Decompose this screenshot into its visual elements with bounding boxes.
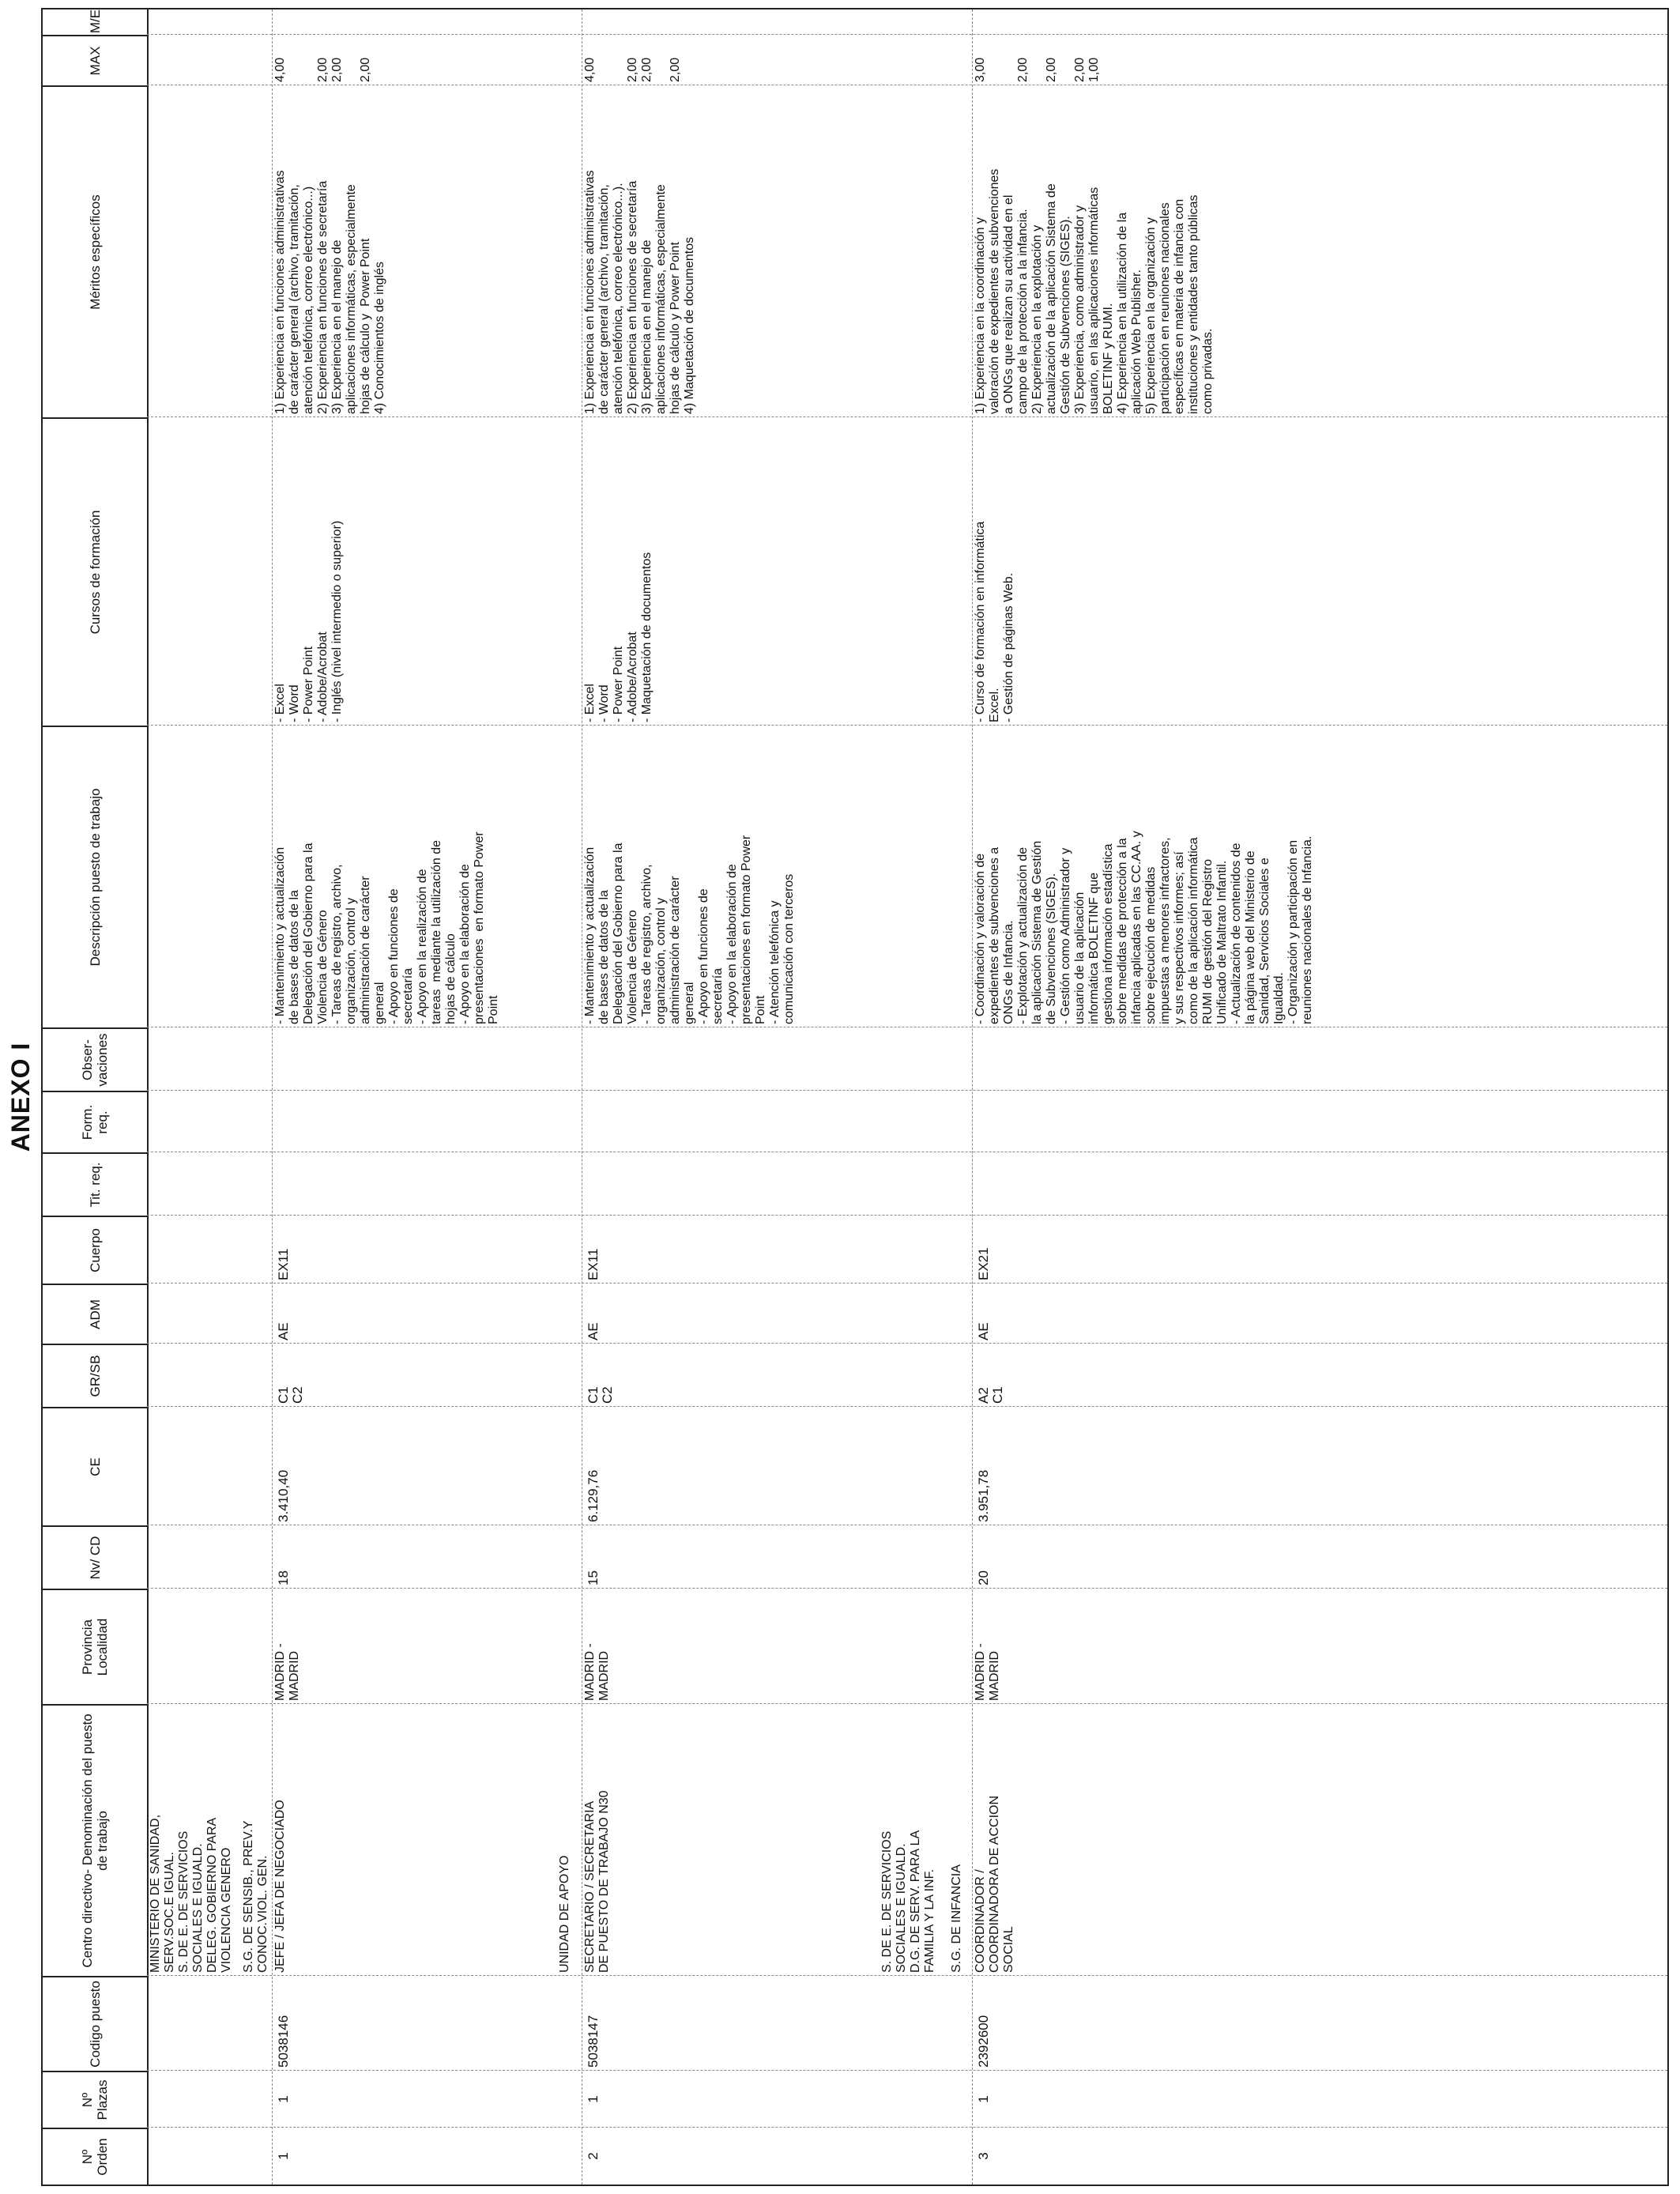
- row3-grsb: A2 C1: [976, 1386, 1005, 1404]
- row2-max: 4,00 2,00 2,00 2,00: [583, 57, 682, 82]
- header-meritos: Méritos específicos: [43, 85, 147, 417]
- row1-provincia: MADRID - MADRID: [273, 1643, 301, 1701]
- row1-plazas: 1: [276, 2095, 291, 2103]
- row1-nivel: 18: [276, 1570, 291, 1585]
- header-max: MAX: [43, 35, 147, 85]
- header-cursos: Cursos de formación: [43, 417, 147, 726]
- row1-max: 4,00 2,00 2,00 2,00: [273, 57, 372, 82]
- row2-ce: 6.129,76: [586, 1469, 601, 1522]
- header-nivel: Nv/ CD: [43, 1525, 147, 1589]
- row3-cursos: - Curso de formación en informática Excel. - Gestión de páginas Web.: [974, 521, 1015, 722]
- secretaria-estado-text: S. DE E. DE SERVICIOS SOCIALES E IGUALD. D.G. DE SERV. PARA LA FAMILIA Y LA INF.: [880, 1830, 936, 1973]
- unidad-text: UNIDAD DE APOYO: [558, 1855, 571, 1973]
- row3-puesto: COORDINADOR / COORDINADORA DE ACCION SOCIAL: [974, 1795, 1015, 1973]
- row2-orden: 2: [586, 2152, 601, 2160]
- row1-puesto: JEFE / JEFA DE NEGOCIADO: [273, 1800, 287, 1973]
- row3-cuerpo: EX21: [976, 1247, 991, 1280]
- row-divider: [972, 9, 973, 2185]
- row3-ce: 3.951,78: [976, 1469, 991, 1522]
- header-me: M/E: [87, 9, 103, 34]
- header-orden: Nº Orden: [43, 2128, 147, 2185]
- row3-codigo: 2392600: [976, 2015, 991, 2068]
- page-title: ANEXO I: [6, 1042, 35, 1152]
- subdireccion-infancia-text: S.G. DE INFANCIA: [950, 1864, 963, 1973]
- row2-cuerpo: EX11: [586, 1248, 601, 1280]
- row2-codigo: 5038147: [586, 2015, 601, 2068]
- row2-provincia: MADRID - MADRID: [583, 1643, 611, 1701]
- row3-adm: AE: [976, 1322, 991, 1340]
- row1-adm: AE: [276, 1322, 291, 1340]
- row-divider: [272, 9, 273, 2185]
- column-divider: [147, 1343, 1667, 1344]
- column-divider: [147, 1090, 1667, 1091]
- header-adm: ADM: [43, 1284, 147, 1344]
- header-obs: Obser- vaciones: [43, 1027, 147, 1091]
- row1-cursos: - Excel - Word - Power Point - Adobe/Acrobat - Inglés (nivel intermedio o superior): [273, 520, 344, 722]
- header-form: Form. req.: [43, 1091, 147, 1152]
- row1-meritos: 1) Experiencia en funciones administrativas de carácter general (archivo, tramitación, atención telefónica, correo electrónico...) 2) Experiencia en funciones de secretaría 3) Experiencia en el manejo de aplicaciones informáticas, especialmente hojas de cálculo y Power Point 4) Conocimientos de inglés: [273, 170, 386, 414]
- header-codigo: Codigo puesto: [43, 1976, 147, 2071]
- row2-puesto: SECRETARIO / SECRETARIA DE PUESTO DE TRABAJO N30: [583, 1790, 611, 1973]
- header-provincia: Provincia Localidad: [43, 1589, 147, 1704]
- row3-max: 3,00 2,00 2,00 2,00 1,00: [974, 57, 1101, 82]
- header-grsb: GR/SB: [43, 1344, 147, 1407]
- row3-provincia: MADRID - MADRID: [974, 1643, 1001, 1701]
- header-plazas: Nº Plazas: [43, 2071, 147, 2128]
- column-divider: [147, 2127, 1667, 2128]
- column-divider: [147, 34, 1667, 35]
- row1-orden: 1: [276, 2152, 291, 2160]
- centro-directivo-text: MINISTERIO DE SANIDAD, SERV.SOC.E IGUAL. S. DE E. DE SERVICIOS SOCIALES E IGUALD. DELEG. GOBIERNO PARA VIOLENCIA GENERO: [149, 1814, 233, 1973]
- column-divider: [147, 2070, 1667, 2071]
- row3-plazas: 1: [976, 2095, 991, 2103]
- header-cuerpo: Cuerpo: [43, 1216, 147, 1284]
- column-divider: [147, 1215, 1667, 1216]
- row1-descripcion: - Mantenimiento y actualización de bases de datos de la Delegación del Gobierno para la Violencia de Género - Tareas de registro, archivo, organización, control y administración de carácter general - Apoyo en funciones de secretaría - Apoyo en la realización de tareas mediante la utilización de hojas de cálculo - Apoyo en la elaboración de presentaciones en formato Power Point: [273, 831, 500, 1024]
- header-centro: Centro directivo- Denominación del puesto de trabajo: [43, 1704, 147, 1976]
- row2-nivel: 15: [586, 1570, 601, 1585]
- column-divider: [147, 1588, 1667, 1589]
- header-ce: CE: [43, 1407, 147, 1525]
- header-descripcion: Descripción puesto de trabajo: [43, 726, 147, 1027]
- row3-descripcion: - Coordinación y valoración de expedientes de subvenciones a ONGs de Infancia. - Explotación y actualización de la aplicación Sistema de Gestión de Subvenciones (SIGES). - Gestión como Administrador y usuario de la aplicación informática BOLETINF que gestiona información estadística sobre medidas de protección a la infancia aplicadas en las CC.AA. y sobre ejecución de medidas impuestas a menores infractores, y sus respectivos informes; así como de la aplicación informática RUMI de gestión del Registro Unificado de Maltrato Infantil. - Actualización de contenidos de la página web del Ministerio de Sanidad, Servicios Sociales e Igualdad. - Organización y participación en reuniones nacionales de Infancia.: [974, 831, 1314, 1024]
- row3-orden: 3: [976, 2152, 991, 2160]
- row2-meritos: 1) Experiencia en funciones administrativas de carácter general (archivo, tramitación, atención telefónica, correo electrónico...). 2) Experiencia en funciones de secretaría 3) Experiencia en el manejo de aplicaciones informáticas, especialmente hojas de cálculo y Power Point 4) Maquetación de documentos: [583, 170, 696, 414]
- row2-descripcion: - Mantenimiento y actualización de bases de datos de la Delegación del Gobierno para la Violencia de Género - Tareas de registro, archivo, organización, control y administración de carácter general - Apoyo en funciones de secretaría - Apoyo en la elaboración de presentaciones en formato Power Point - Atención telefónica y comunicación con terceros: [583, 835, 796, 1024]
- column-divider: [147, 1283, 1667, 1284]
- row2-plazas: 1: [586, 2095, 601, 2103]
- anexo-table: [41, 8, 1669, 2186]
- row2-adm: AE: [586, 1322, 601, 1340]
- row1-grsb: C1 C2: [276, 1386, 305, 1404]
- header-tit: Tit. req.: [43, 1152, 147, 1216]
- row3-nivel: 20: [976, 1570, 991, 1585]
- row1-codigo: 5038146: [276, 2015, 291, 2068]
- row2-grsb: C1 C2: [586, 1386, 615, 1404]
- row1-ce: 3.410,40: [276, 1469, 291, 1522]
- subdireccion-text: S.G. DE SENSIB., PREV.Y CONOC.VIOL. GEN.: [242, 1820, 269, 1973]
- row3-meritos: 1) Experiencia en la coordinación y valoración de expedientes de subvenciones a ONGs que realizan su actividad en el campo de la protección a la infancia. 2) Experiencia en la explotación y actualización de la aplicación Sistema de Gestión de Subvenciones (SIGES). 3) Experiencia, como administrador y usuario, en las aplicaciones informáticas BOLETINF y RUMI. 4) Experiencia en la utilización de la aplicación Web Publisher. 5) Experiencia en la organización y participación en reuniones nacionales específicas en materia de infancia con instituciones y entidades tanto públicas como privadas.: [974, 168, 1215, 414]
- row2-cursos: - Excel - Word - Power Point - Adobe/Acrobat - Maquetación de documentos: [583, 552, 654, 722]
- column-divider: [147, 1406, 1667, 1407]
- row1-cuerpo: EX11: [276, 1248, 291, 1280]
